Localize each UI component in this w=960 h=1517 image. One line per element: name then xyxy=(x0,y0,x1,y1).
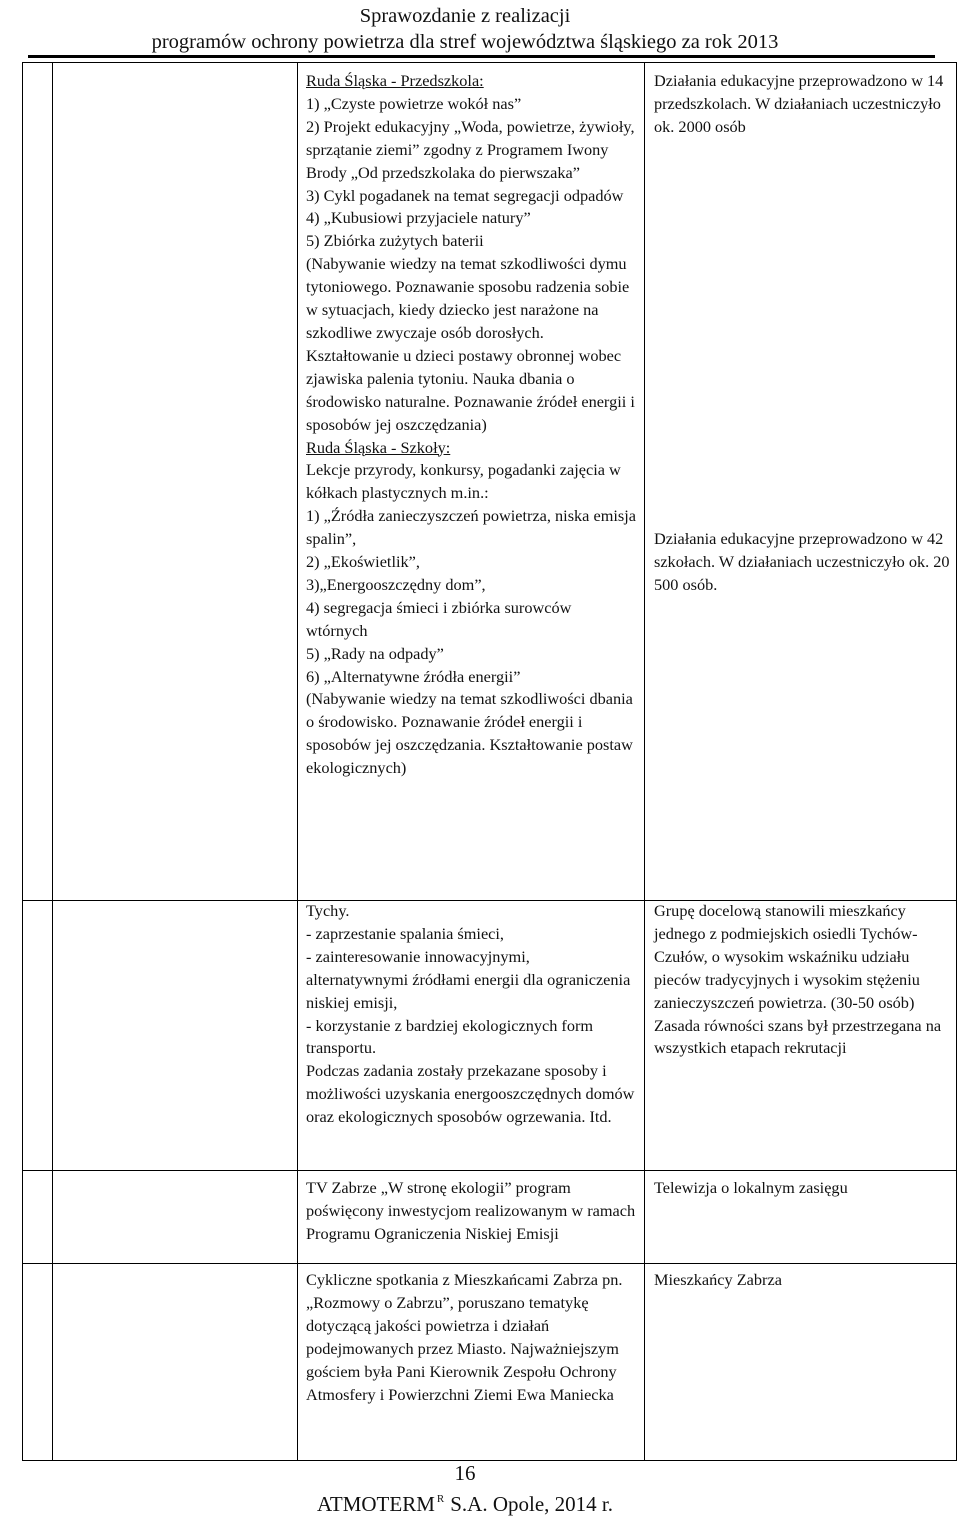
row1-actions-kindergartens: 1) „Czyste powietrze wokół nas” 2) Projekt edukacyjny „Woda, powietrze, żywioły, sprzątanie ziemi” zgodny z Programem Iwony Brody „Od przedszkolaka do pierwszaka” 3) Cykl pogadanek na temat segregacji odpadów 4) „Kubusiowi przyjaciele natury” 5) Zbiórka zużytych baterii (Nabywanie wiedzy na temat szkodliwości dymu tytoniowego. Poznawanie sposobu radzenia sobie w sytuacjach, kiedy dziecko jest narażone na szkodliwe zwyczaje osób dorosłych. Kształtowanie u dzieci postawy obronnej wobec zjawiska palenia tytoniu. Nauka dbania o środowisko naturalne. Poznawanie źródeł energii i sposobów jej oszczędzania) xyxy=(306,93,635,434)
col-divider xyxy=(297,62,298,1461)
table-border-top xyxy=(22,62,957,63)
row1-actions-schools: Lekcje przyrody, konkursy, pogadanki zajęcia w kółkach plastycznych m.in.: 1) „Źródła zanieczyszczeń powietrza, niska emisja spalin”, 2) „Ekoświetlik”, 3)„Energooszczędny dom”, 4) segregacja śmieci i zbiórka surowców wtórnych 5) „Rady na odpady” 6) „Alternatywne źródła energii” (Nabywanie wiedzy na temat szkodliwości dbania o środowisko. Poznawanie źródeł energii i sposobów jej oszczędzania. Kształtowanie postaw ekologicznych) xyxy=(306,460,636,778)
row3-actions: TV Zabrze „W stronę ekologii” program poświęcony inwestycjom realizowanym w ramach Programu Ograniczenia Niskiej Emisji xyxy=(306,1178,636,1243)
footer-company-rest: S.A. Opole, 2014 r. xyxy=(450,1492,613,1516)
col-divider xyxy=(644,62,645,1461)
row1-result-schools: Działania edukacyjne przeprowadzono w 42 szkołach. W działaniach uczestniczyło ok. 20 500 osób. xyxy=(654,529,950,594)
row2-actions: Tychy. - zaprzestanie spalania śmieci, - zainteresowanie innowacyjnymi, alternatywnymi źródłami energii dla ograniczenia niskiej emisji, - korzystanie z bardziej ekologicznych form transportu. Podczas zadania zostały przekazane sposoby i możliwości uzyskania energooszczędnych domów oraz ekologicznych sposobów ogrzewania. Itd. xyxy=(306,901,635,1127)
row1-label-kindergartens: Ruda Śląska - Przedszkola: xyxy=(306,71,484,90)
row1-actions-cell xyxy=(306,70,636,780)
page-footer xyxy=(0,1486,930,1517)
col-divider xyxy=(956,62,957,1461)
header-rule xyxy=(28,55,935,58)
row3-result: Telewizja o lokalnym zasięgu xyxy=(654,1178,848,1197)
registered-mark: R xyxy=(436,1493,445,1505)
row-divider xyxy=(22,1170,957,1171)
row4-result: Mieszkańcy Zabrza xyxy=(654,1270,782,1289)
row1-label-schools: Ruda Śląska - Szkoły: xyxy=(306,437,451,457)
row-divider xyxy=(22,1263,957,1264)
page-header xyxy=(0,0,960,58)
report-table xyxy=(22,62,957,1461)
page-number: 16 xyxy=(454,1461,476,1485)
row1-result-kindergartens: Działania edukacyjne przeprowadzono w 14 przedszkolach. W działaniach uczestniczyło ok. 2000 osób xyxy=(654,71,944,136)
row2-result: Grupę docelową stanowili mieszkańcy jednego z podmiejskich osiedli Tychów- Czułów, o wysokim wskaźniku udziału pieców tradycyjnych i wysokim stężeniu zanieczyszczeń powietrza. (30-50 osób) Zasada równości szans był przestrzegana na wszystkich etapach rekrutacji xyxy=(654,901,942,1058)
col-divider xyxy=(22,62,23,1461)
row4-actions: Cykliczne spotkania z Mieszkańcami Zabrza pn. „Rozmowy o Zabrzu”, poruszano tematykę dotyczącą jakości powietrza i działań podejmowanych przez Miasto. Najważniejszym gościem była Pani Kierownik Zespołu Ochrony Atmosfery i Powierzchni Ziemi Ewa Maniecka xyxy=(306,1270,623,1404)
col-divider xyxy=(52,62,53,1461)
header-title: Sprawozdanie z realizacji xyxy=(359,5,571,27)
header-subtitle: programów ochrony powietrza dla stref województwa śląskiego za rok 2013 xyxy=(151,31,779,53)
footer-company: ATMOTERM xyxy=(317,1492,435,1516)
